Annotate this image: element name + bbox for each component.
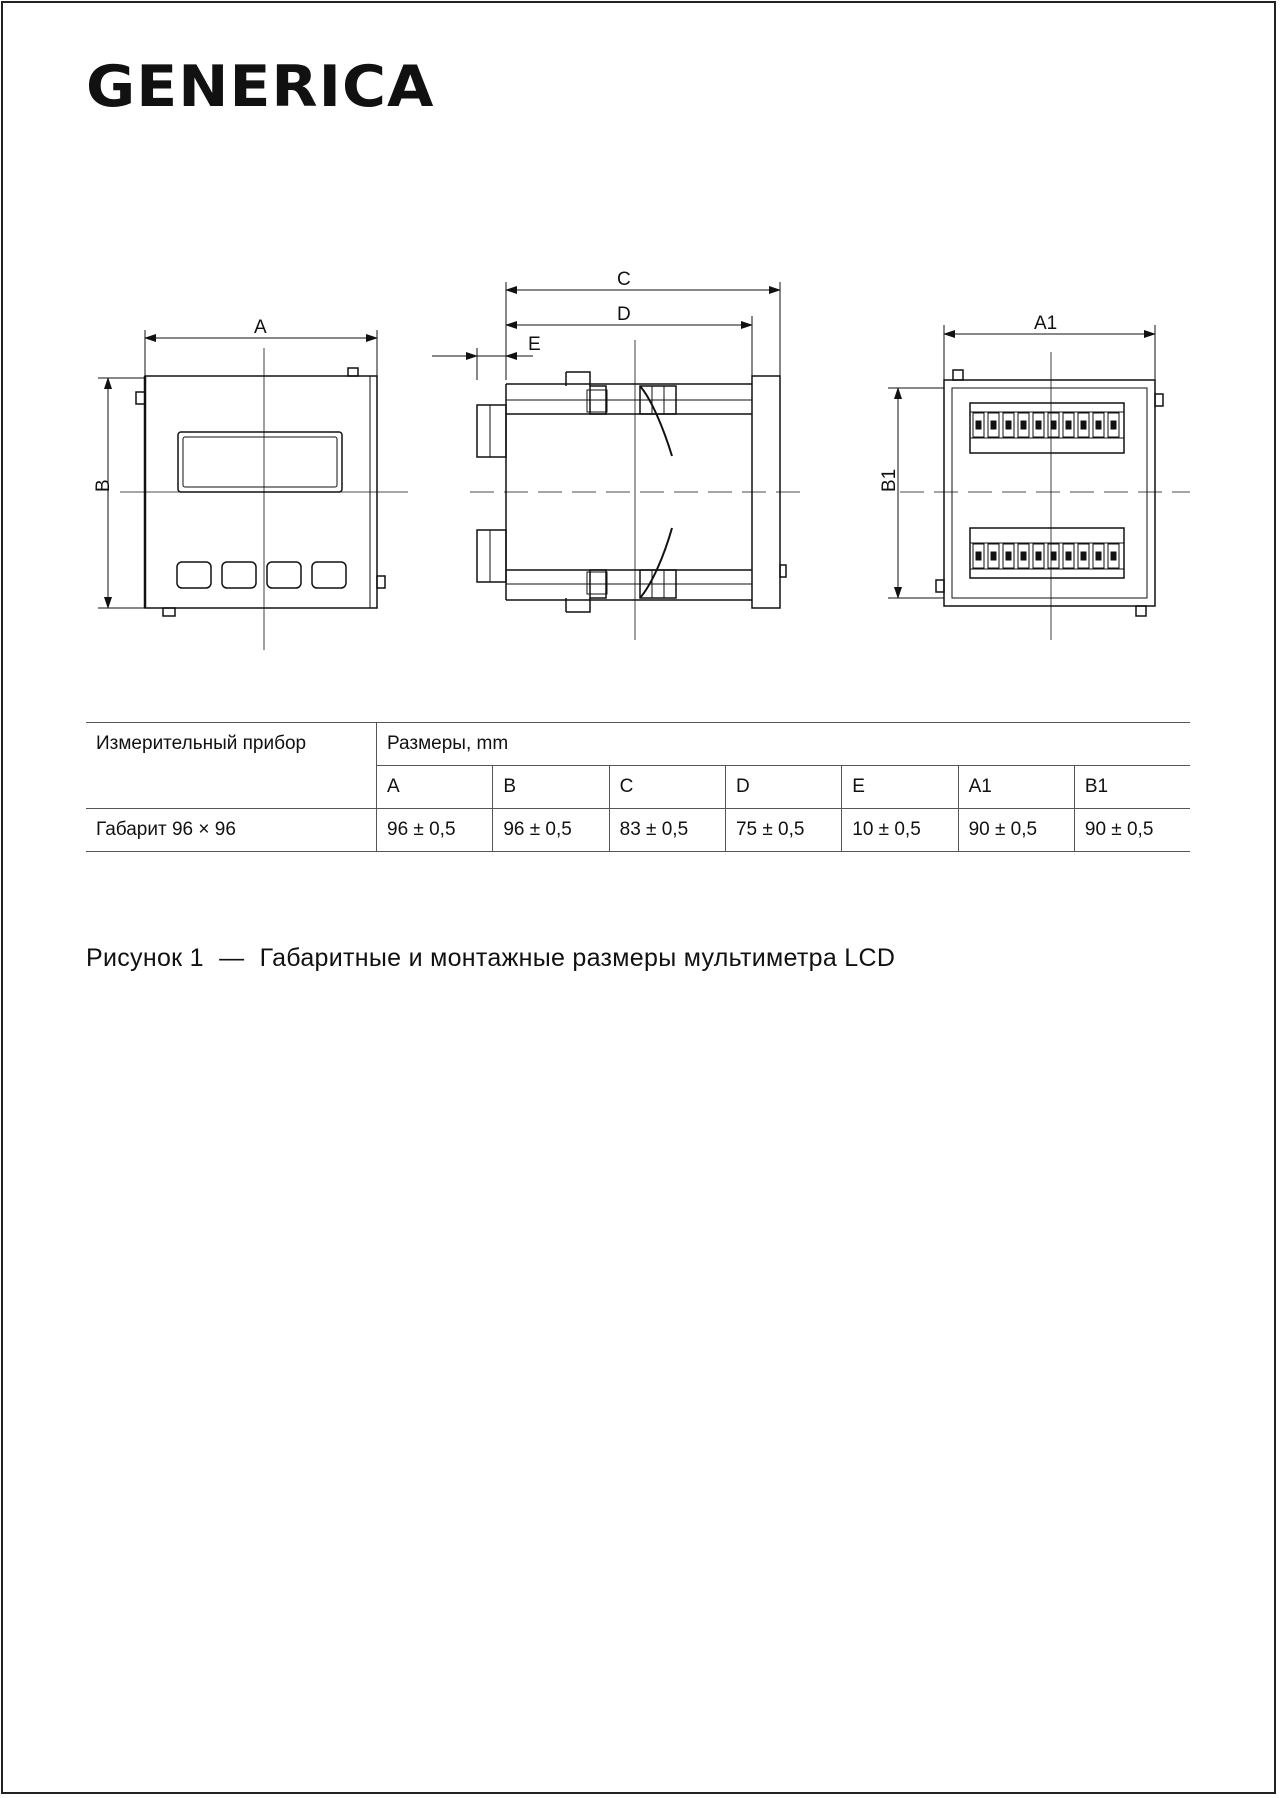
rear-terminals-top bbox=[973, 413, 1119, 437]
dimension-drawings bbox=[0, 0, 1280, 680]
terminal-contact-screw bbox=[976, 552, 981, 560]
device-name: Габарит 96 × 96 bbox=[86, 809, 377, 852]
terminal-contact-screw bbox=[1111, 552, 1116, 560]
terminal-contact-screw bbox=[1051, 552, 1056, 560]
terminal-contact-screw bbox=[1081, 421, 1086, 429]
label-e: E bbox=[528, 334, 541, 355]
terminal-contact-screw bbox=[1021, 421, 1026, 429]
front-view bbox=[98, 330, 408, 650]
table-cell: 75 ± 0,5 bbox=[725, 809, 841, 852]
terminal-contact-screw bbox=[1006, 421, 1011, 429]
device-header: Измерительный прибор bbox=[86, 723, 377, 809]
label-c: C bbox=[617, 269, 631, 290]
terminal-contact-screw bbox=[1021, 552, 1026, 560]
table-cell: 90 ± 0,5 bbox=[1074, 809, 1190, 852]
figure-text: Габаритные и монтажные размеры мультиметра LCD bbox=[259, 944, 896, 972]
figure-dash: — bbox=[219, 944, 245, 972]
terminal-contact-screw bbox=[1066, 552, 1071, 560]
table-cell: 90 ± 0,5 bbox=[958, 809, 1074, 852]
table-cell: 96 ± 0,5 bbox=[493, 809, 609, 852]
label-a: A bbox=[254, 317, 267, 338]
column-header: D bbox=[725, 766, 841, 809]
table-row bbox=[86, 809, 1190, 852]
column-header: B1 bbox=[1074, 766, 1190, 809]
terminal-contact-screw bbox=[1051, 421, 1056, 429]
column-header: C bbox=[609, 766, 725, 809]
label-a1: A1 bbox=[1034, 313, 1058, 334]
terminal-contact-screw bbox=[1066, 421, 1071, 429]
table-cell: 10 ± 0,5 bbox=[842, 809, 958, 852]
figure-number: Рисунок 1 bbox=[86, 944, 204, 972]
dimensions-table bbox=[86, 722, 1190, 852]
terminal-contact-screw bbox=[1096, 552, 1101, 560]
terminal-contact-screw bbox=[991, 552, 996, 560]
dims-header: Размеры, mm bbox=[377, 723, 1191, 766]
column-header: A bbox=[377, 766, 493, 809]
terminal-contact-screw bbox=[976, 421, 981, 429]
terminal-contact-screw bbox=[1036, 421, 1041, 429]
side-view bbox=[432, 282, 800, 640]
table-cell: 96 ± 0,5 bbox=[377, 809, 493, 852]
label-b: B bbox=[93, 479, 114, 492]
column-header: A1 bbox=[958, 766, 1074, 809]
brand-logo: GENERICA bbox=[86, 53, 435, 121]
column-header: E bbox=[842, 766, 958, 809]
table-cell: 83 ± 0,5 bbox=[609, 809, 725, 852]
figure-caption bbox=[86, 944, 895, 973]
label-d: D bbox=[617, 304, 631, 325]
terminal-contact-screw bbox=[1111, 421, 1116, 429]
rear-view bbox=[888, 325, 1190, 640]
column-header: B bbox=[493, 766, 609, 809]
terminal-contact-screw bbox=[1096, 421, 1101, 429]
terminal-contact-screw bbox=[991, 421, 996, 429]
terminal-contact-screw bbox=[1036, 552, 1041, 560]
rear-terminals-bottom bbox=[973, 544, 1119, 568]
label-b1: B1 bbox=[879, 468, 900, 492]
terminal-contact-screw bbox=[1081, 552, 1086, 560]
table-header-row bbox=[86, 723, 1190, 766]
terminal-contact-screw bbox=[1006, 552, 1011, 560]
